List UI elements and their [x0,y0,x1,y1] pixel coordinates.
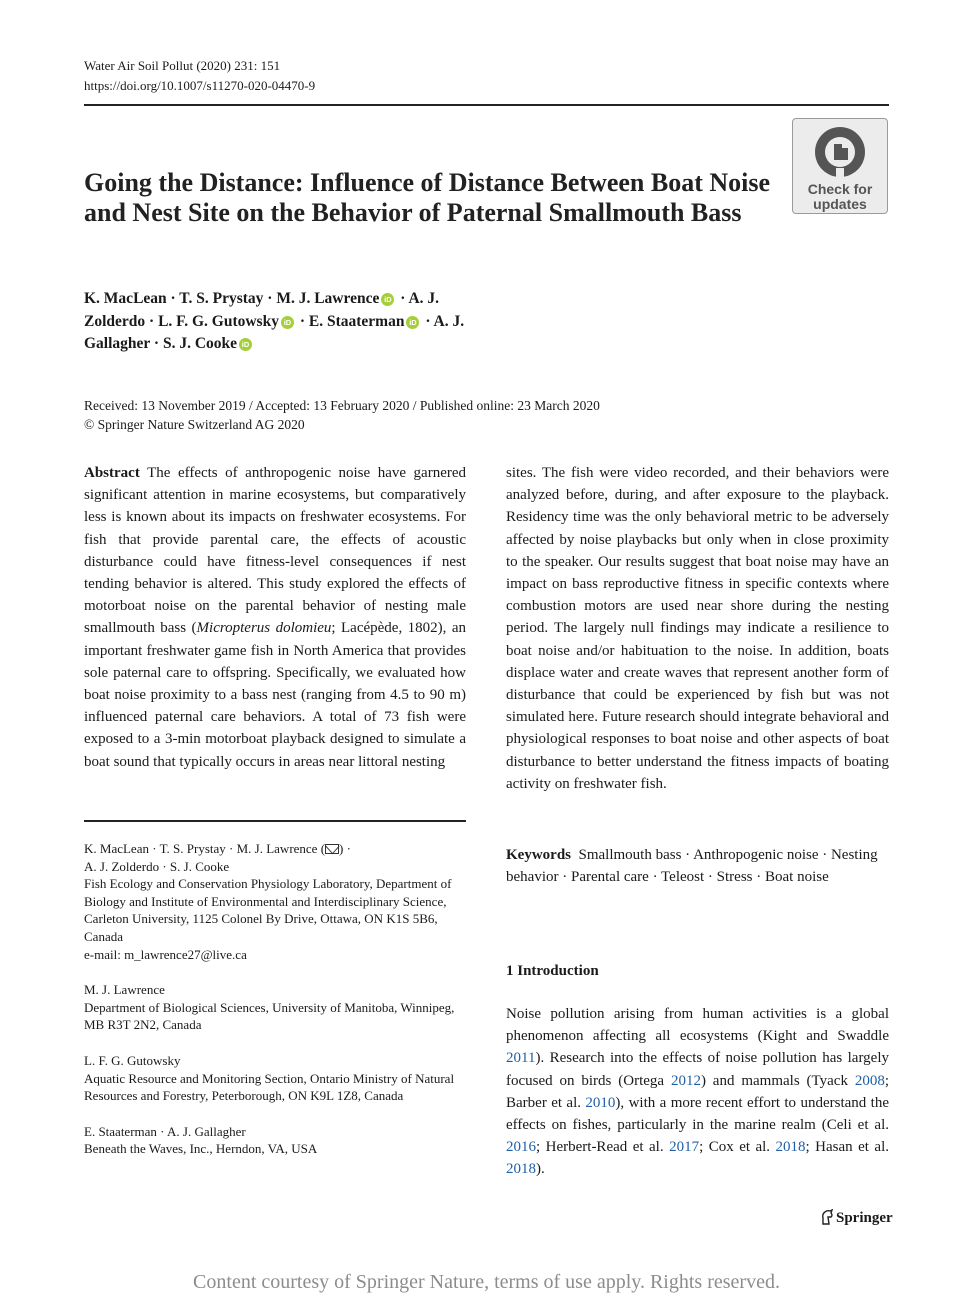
citation-link[interactable]: 2017 [669,1139,700,1156]
author-name[interactable]: L. F. G. Gutowsky [158,312,279,330]
introduction-text: Noise pollution arising from human activities is a global phenomenon affecting all ecosystems (Kight and Swaddle 2011). Research into the effects of noise pollution has largely focused on birds (Ortega 2012) and mammals (Tyack 2008; Barber et al. 2010), with a more recent effort to understand the effects on fishes, particularly in the marine realm (Celi et al. 2016; Herbert-Read et al. 2017; Cox et al. 2018; Hasan et al. 2018). [506,1006,890,1178]
citation-link[interactable]: 2008 [854,1072,885,1089]
orcid-icon[interactable]: iD [239,338,252,351]
publisher-logo [820,1208,893,1228]
affiliation-institution: Fish Ecology and Conservation Physiology Laboratory, Department of Biology and Institute of Environmental and Interdisciplinary Science, Carleton University, 1125 Colonel By Drive, Ottawa, ON K1S 5B6, Canada [84,876,452,944]
affiliation-institution: Aquatic Resource and Monitoring Section, Ontario Ministry of Natural Resources and Forestry, Peterborough, ON K9L 1Z8, Canada [84,1070,455,1104]
publisher-name: Springer [836,1210,893,1226]
envelope-icon[interactable] [325,844,339,854]
abstract-heading: Abstract [84,465,140,481]
author-list: K. MacLean · T. S. Prystay · M. J. Lawrence iD · A. J. Zolderdo · L. F. G. Gutowsky iD · E. Staaterman iD · A. J. Gallagher · S. J. Cooke iD [84,290,465,352]
abstract-right-column: sites. The fish were video recorded, and their behaviors were analyzed before, during, and after exposure to the playback. Residency time was the only behavioral metric to be adversely affected by noise playbacks but only when in close proximity to the speaker. Our results suggest that boat noise may have an impact on bass reproductive fitness in specific contexts where combustion motors are used near shore during the nesting period. The largely null findings may indicate a resilience to boat noise and/or habituation to the noise. In addition, boats displace water and create waves that represent another form of disturbance that could be experienced by fish but was not simulated here. Future research should integrate behavioral and physiological responses to boat noise and other aspects of boat disturbance to better understand the fitness impacts of boating activity on freshwater fish. [506,465,889,792]
affiliation-block: L. F. G. Gutowsky Aquatic Resource and Monitoring Section, Ontario Ministry of Natural Resources and Forestry, Peterborough, ON K9L 1Z8, Canada [84,1052,455,1104]
citation-link[interactable]: 2010 [585,1094,616,1111]
author-name[interactable]: A. J. Zolderdo [84,290,440,330]
affiliation-institution: Department of Biological Sciences, University of Manitoba, Winnipeg, MB R3T 2N2, Canada [84,999,455,1033]
article-title: Going the Distance: Influence of Distance Between Boat Noise and Nest Site on the Behavior of Paternal Smallmouth Bass [84,168,771,227]
citation-link[interactable]: 2011 [506,1050,536,1067]
keywords-list: Smallmouth bass · Anthropogenic noise · Nesting behavior · Parental care · Teleost · Stress · Boat noise [506,847,878,885]
header-divider [84,104,889,106]
orcid-icon[interactable]: iD [406,316,419,329]
journal-citation: Water Air Soil Pollut (2020) 231: 151 [84,58,281,73]
copyright-line: © Springer Nature Switzerland AG 2020 [84,417,305,432]
keywords [506,844,889,888]
citation-link[interactable]: 2016 [506,1139,536,1156]
affiliation-block: E. Staaterman · A. J. Gallagher Beneath the Waves, Inc., Herndon, VA, USA [84,1123,318,1157]
citation-link[interactable]: 2012 [670,1072,701,1089]
abstract-text: The effects of anthropogenic noise have garnered significant attention in marine ecosystems, but comparatively less is known about its impacts on freshwater ecosystems. For fish that provide parental care, the effects of acoustic disturbance could have fitness-level consequences if nest tending behavior is altered. This study explored the effects of motorboat noise on the parental behavior of nesting male smallmouth bass ( [84,465,466,637]
citation-link[interactable]: 2018 [506,1161,536,1178]
author-name[interactable]: T. S. Prystay [179,290,264,307]
check-updates-label: Check for updates [807,181,873,212]
author-name[interactable]: S. J. Cooke [162,335,238,352]
footnote-divider [84,820,466,822]
publication-dates [84,396,884,434]
orcid-icon[interactable]: iD [381,293,394,306]
author-name[interactable]: E. Staaterman [308,312,405,330]
check-updates-icon [812,124,868,180]
springer-horse-icon [820,1209,834,1225]
affiliations [84,840,474,1176]
doi-link[interactable]: https://doi.org/10.1007/s11270-020-04470-9 [84,78,316,93]
check-for-updates-badge[interactable] [792,118,888,214]
section-heading: 1 Introduction [506,963,599,979]
affiliation-block: M. J. Lawrence Department of Biological Sciences, University of Manitoba, Winnipeg, MB R3T 2N2, Canada [84,982,455,1033]
contact-email[interactable]: e-mail: m_lawrence27@live.ca [84,946,247,962]
abstract-text: ; Lacépède, 1802), an important freshwater game fish in North America that provides sole paternal care to offspring. Specifically, we evaluated how boat noise proximity to a bass nest (ranging from 4.5 to 90 m) influenced paternal care behaviors. A total of 73 fish were exposed to a 3-min motorboat playback designed to simulate a boat sound that typically occurs in areas near littoral nesting [84,620,466,770]
affiliation-block: K. MacLean · T. S. Prystay · M. J. Lawrence ( ) · A. J. Zolderdo · S. J. Cooke Fish Ecology and Conservation Physiology Laboratory, Department of Biology and Institute of Environmental and Interdisciplinary Science, Carleton University, 1125 Colonel By Drive, Ottawa, ON K1S 5B6, Canada e-mail: m_lawrence27@live.ca [84,841,452,962]
keywords-heading: Keywords [506,847,571,863]
journal-header [84,56,315,96]
species-name: Micropterus dolomieu [196,620,332,637]
author-name[interactable]: M. J. Lawrence [276,290,380,307]
courtesy-notice: Content courtesy of Springer Nature, terms of use apply. Rights reserved. [193,1271,780,1293]
dates-line: Received: 13 November 2019 / Accepted: 13 February 2020 / Published online: 23 March 2020 [84,398,600,413]
citation-link[interactable]: 2018 [775,1139,806,1156]
orcid-icon[interactable]: iD [281,316,294,329]
affiliation-institution: Beneath the Waves, Inc., Herndon, VA, USA [84,1141,318,1157]
author-name[interactable]: A. J. Gallagher [84,312,465,352]
abstract-left-column [84,462,466,773]
author-name[interactable]: K. MacLean [84,290,167,307]
